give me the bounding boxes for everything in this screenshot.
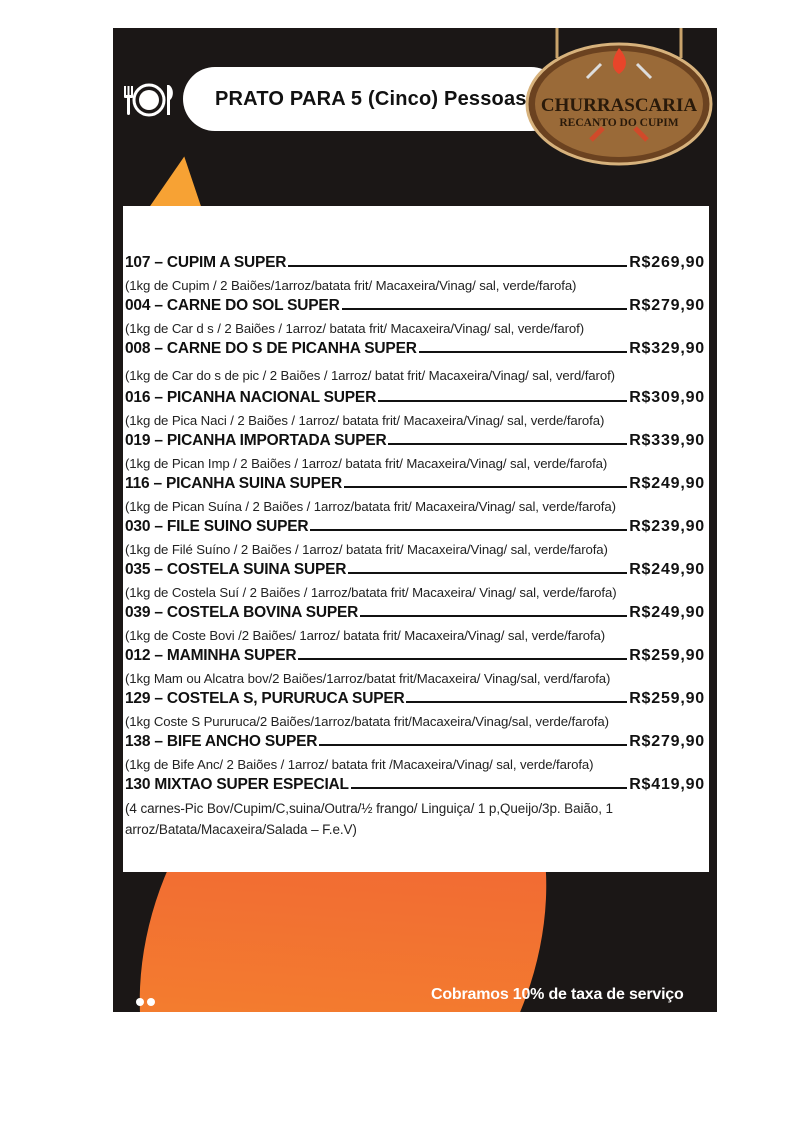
logo-text-line2: RECANTO DO CUPIM bbox=[559, 117, 679, 129]
item-description: (1kg Mam ou Alcatra bov/2 Baiões/1arroz/batat frit/Macaxeira/ Vinag/sal, verd/farofa) bbox=[125, 671, 611, 686]
menu-item bbox=[125, 297, 709, 339]
menu-item bbox=[125, 647, 709, 689]
leader-line bbox=[388, 443, 627, 445]
item-price: R$309,90 bbox=[629, 389, 705, 406]
menu-items bbox=[125, 254, 709, 841]
title-banner bbox=[183, 67, 563, 131]
item-price: R$329,90 bbox=[629, 340, 705, 357]
item-price: R$269,90 bbox=[629, 254, 705, 271]
menu-item bbox=[125, 389, 709, 431]
item-description: (1kg de Filé Suíno / 2 Baiões / 1arroz/ batata frit/ Macaxeira/Vinag/ sal, verde/farofa) bbox=[125, 542, 608, 557]
leader-line bbox=[298, 658, 627, 660]
item-name: 039 – COSTELA BOVINA SUPER bbox=[125, 604, 359, 621]
leader-line bbox=[360, 615, 627, 617]
item-price: R$339,90 bbox=[629, 432, 705, 449]
item-price: R$249,90 bbox=[629, 561, 705, 578]
menu-item bbox=[125, 776, 709, 840]
item-description: (1kg de Coste Bovi /2 Baiões/ 1arroz/ batata frit/ Macaxeira/Vinag/ sal, verde/farofa) bbox=[125, 628, 606, 643]
item-description: (1kg de Pican Suína / 2 Baiões / 1arroz/batata frit/ Macaxeira/Vinag/ sal, verde/farofa) bbox=[125, 499, 616, 514]
logo-text-line1: CHURRASCARIA bbox=[540, 95, 698, 116]
item-name: 116 – PICANHA SUINA SUPER bbox=[125, 475, 342, 492]
item-name: 035 – COSTELA SUINA SUPER bbox=[125, 561, 347, 578]
item-price: R$259,90 bbox=[629, 647, 705, 664]
item-price: R$279,90 bbox=[629, 297, 705, 314]
item-price: R$279,90 bbox=[629, 733, 705, 750]
leader-line bbox=[351, 787, 627, 789]
menu-item bbox=[125, 518, 709, 560]
item-description: (4 carnes-Pic Bov/Cupim/C,suina/Outra/½ frango/ Linguiça/ 1 p,Queijo/3p. Baião, 1 arroz/Batata/Macaxeira/Salada – F.e.V) bbox=[125, 801, 613, 837]
menu-item bbox=[125, 432, 709, 474]
leader-line bbox=[319, 744, 627, 746]
leader-line bbox=[378, 400, 627, 402]
leader-line bbox=[310, 529, 627, 531]
leader-line bbox=[406, 701, 627, 703]
item-description: (1kg de Pica Naci / 2 Baiões / 1arroz/ batata frit/ Macaxeira/Vinag/ sal, verde/farofa) bbox=[125, 413, 605, 428]
service-fee-notice: Cobramos 10% de taxa de serviço bbox=[431, 986, 684, 1003]
item-description: (1kg de Cupim / 2 Baiões/1arroz/batata frit/ Macaxeira/Vinag/ sal, verde/farofa) bbox=[125, 278, 577, 293]
churrascaria-logo bbox=[521, 28, 717, 168]
item-name: 019 – PICANHA IMPORTADA SUPER bbox=[125, 432, 387, 449]
item-name: 012 – MAMINHA SUPER bbox=[125, 647, 297, 664]
menu-poster bbox=[113, 28, 717, 1012]
item-name: 004 – CARNE DO SOL SUPER bbox=[125, 297, 340, 314]
menu-item bbox=[125, 690, 709, 732]
item-description: (1kg de Costela Suí / 2 Baiões / 1arroz/batata frit/ Macaxeira/ Vinag/ sal, verde/farofa) bbox=[125, 585, 617, 600]
item-name: 030 – FILE SUINO SUPER bbox=[125, 518, 309, 535]
item-price: R$239,90 bbox=[629, 518, 705, 535]
item-name: 129 – COSTELA S, PURURUCA SUPER bbox=[125, 690, 405, 707]
menu-item bbox=[125, 254, 709, 296]
leader-line bbox=[344, 486, 627, 488]
menu-list-panel bbox=[123, 206, 709, 872]
item-description: (1kg de Pican Imp / 2 Baiões / 1arroz/ batata frit/ Macaxeira/Vinag/ sal, verde/farofa) bbox=[125, 456, 608, 471]
item-name: 107 – CUPIM A SUPER bbox=[125, 254, 287, 271]
item-price: R$249,90 bbox=[629, 475, 705, 492]
item-price: R$249,90 bbox=[629, 604, 705, 621]
item-name: 016 – PICANHA NACIONAL SUPER bbox=[125, 389, 377, 406]
cutlery-plate-icon bbox=[121, 82, 177, 118]
item-price: R$259,90 bbox=[629, 690, 705, 707]
leader-line bbox=[419, 351, 628, 353]
item-name: 130 MIXTAO SUPER ESPECIAL bbox=[125, 776, 349, 793]
item-description: (1kg de Car do s de pic / 2 Baiões / 1arroz/ batat frit/ Macaxeira/Vinag/ sal, verd/farof) bbox=[125, 368, 615, 383]
item-name: 008 – CARNE DO S DE PICANHA SUPER bbox=[125, 340, 417, 357]
menu-item bbox=[125, 475, 709, 517]
leader-line bbox=[348, 572, 627, 574]
item-description: (1kg de Bife Anc/ 2 Baiões / 1arroz/ batata frit /Macaxeira/Vinag/ sal, verde/farofa) bbox=[125, 757, 594, 772]
page-dots bbox=[136, 993, 158, 1011]
item-name: 138 – BIFE ANCHO SUPER bbox=[125, 733, 318, 750]
menu-item bbox=[125, 733, 709, 775]
leader-line bbox=[342, 308, 628, 310]
menu-item bbox=[125, 340, 709, 386]
item-description: (1kg Coste S Pururuca/2 Baiões/1arroz/batata frit/Macaxeira/Vinag/sal, verde/farofa) bbox=[125, 714, 609, 729]
menu-item bbox=[125, 561, 709, 603]
leader-line bbox=[288, 265, 627, 267]
page-title: PRATO PARA 5 (Cinco) Pessoas bbox=[215, 87, 527, 110]
menu-item bbox=[125, 604, 709, 646]
item-description: (1kg de Car d s / 2 Baiões / 1arroz/ batata frit/ Macaxeira/Vinag/ sal, verde/farof) bbox=[125, 321, 585, 336]
item-price: R$419,90 bbox=[629, 776, 705, 793]
